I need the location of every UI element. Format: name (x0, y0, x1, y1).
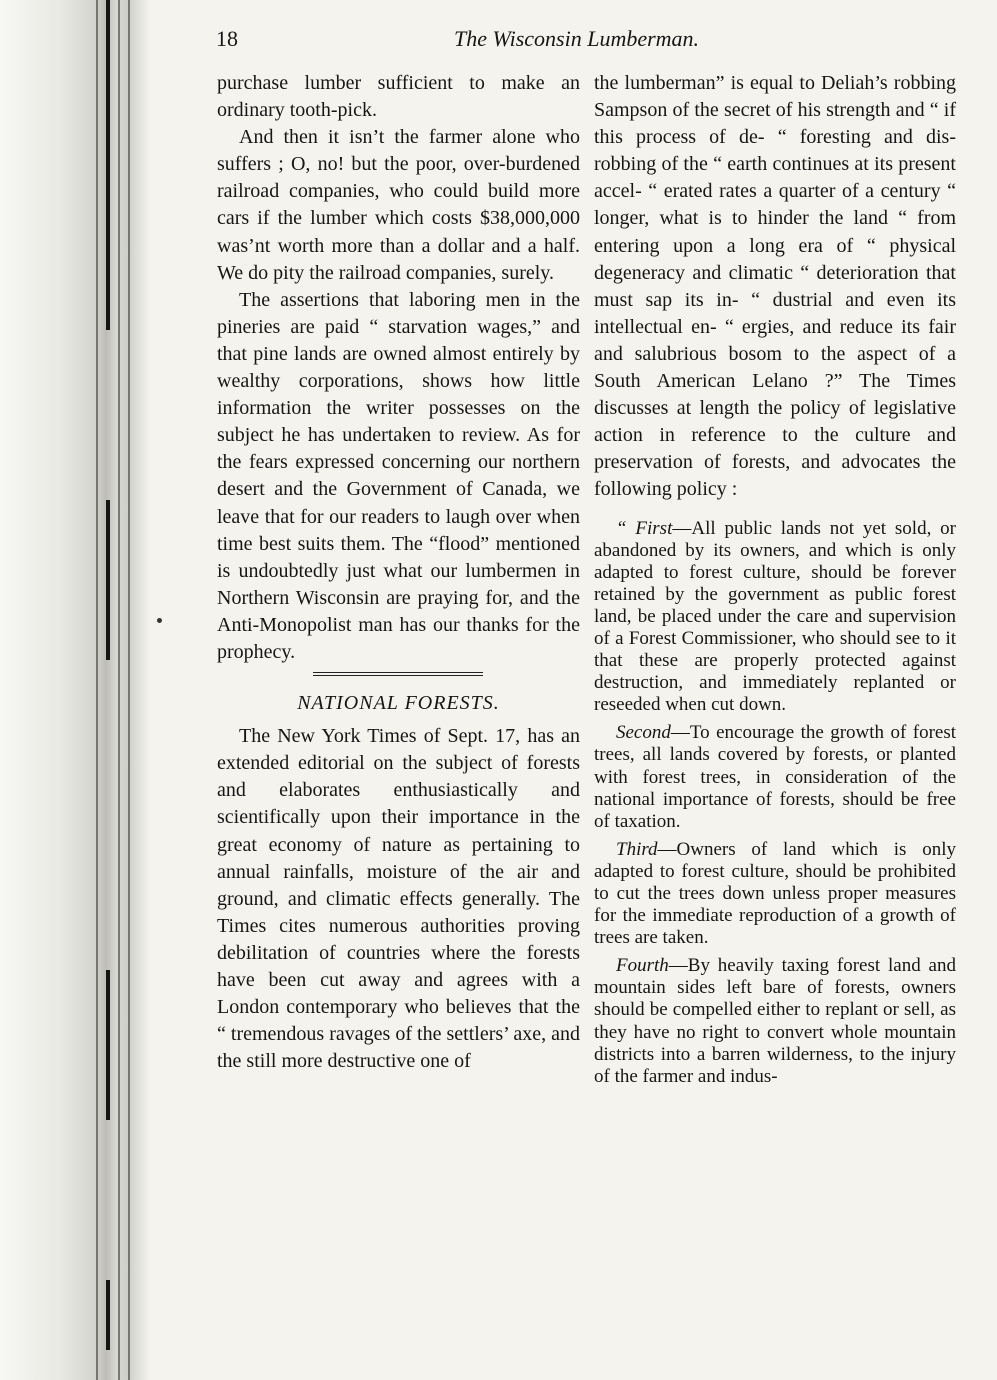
policy-label: “ First (616, 517, 673, 539)
section-divider (313, 672, 483, 676)
policy-text: —To encourage the growth of forest trees, all lands covered by forests, or planted with forest trees, in consideration of the national importance of forests, should be free of taxation. (594, 722, 956, 832)
paragraph: purchase lumber sufficient to make an ordinary tooth-pick. (217, 72, 580, 122)
running-title: The Wisconsin Lumberman. (454, 26, 700, 51)
policy-text: —All public lands not yet sold, or abandoned by its owners, and which is only adapted to forest culture, should be forever retained by the government as public forest land, be placed under the care and supervision of a Forest Commissioner, who should see to it that these are properly protected against destruction, and immediately replanted or reseeded when cut down. (594, 517, 956, 716)
section-title: NATIONAL FORESTS. (297, 692, 500, 715)
ink-speck (157, 618, 162, 623)
policy-text: —By heavily taxing forest land and mountain sides left bare of forests, owners should be compelled either to replant or sell, as they have no right to convert whole mountain districts into a barren wilderness, to the injury of the farmer and indus- (594, 955, 956, 1087)
page-number: 18 (216, 26, 238, 51)
paragraph: And then it isn’t the farmer alone who suffers ; O, no! but the poor, over-burdened railroad companies, who could build more cars if the lumber which costs $38,000,000 was’nt worth more than a dollar and a half. We do pity the railroad companies, surely. (217, 126, 580, 284)
policy-label: Third (616, 838, 658, 860)
paragraph: The assertions that laboring men in the pineries are paid “ starvation wages,” and that pine lands are owned almost entirely by wealthy corporations, shows how little information the writer possesses on the subject he has undertaken to review. As for the fears expressed concerning our northern desert and the Government of Canada, we leave that for our readers to laugh over when time best suits them. The “flood” mentioned is undoubtedly just what our lumbermen in Northern Wisconsin are praying for, and the Anti-Monopolist man has our thanks for the prophecy. (217, 288, 580, 663)
right-column (594, 70, 956, 1088)
paragraph: the lumberman” is equal to Deliah’s robbing Sampson of the secret of his strength and “ if this process of de- “ foresting and dis-robbing of the “ earth continues at its present accel- “ erated rates a quarter of a century “ longer, what is to hinder the land “ from entering upon a long era of “ physical degeneracy and climatic “ deterioration that must sap its in- “ dustrial and even its intellectual en- “ ergies, and reduce its fair and salubrious bosom to the aspect of a South American Lelano ?” The Times discusses at length the policy of legislative action in reference to the culture and preservation of forests, and advocates the following policy : (594, 72, 956, 501)
policy-item-first (594, 518, 956, 717)
left-column (217, 70, 580, 1075)
policy-item-fourth (594, 955, 956, 1088)
policy-label: Fourth (616, 955, 669, 977)
page-header (214, 26, 964, 60)
policy-text: —Owners of land which is only adapted to forest culture, should be prohibited to cut the trees down unless proper measures for the immediate reproduction of a growth of trees are taken. (594, 838, 956, 949)
policy-item-second (594, 722, 956, 832)
paragraph: The New York Times of Sept. 17, has an extended editorial on the subject of forests and elaborates enthusiastically and scientifically upon their importance in the great economy of nature as pertaining to annual rainfalls, moisture of the air and ground, and climatic effects generally. The Times cites numerous authorities proving debilitation of countries where the forests have been cut away and agrees with a London contemporary who believes that the “ tremendous ravages of the settlers’ axe, and the still more destructive one of (217, 725, 580, 1073)
policy-label: Second (616, 722, 671, 744)
book-binding-edge (0, 0, 150, 1380)
policy-item-third (594, 839, 956, 949)
